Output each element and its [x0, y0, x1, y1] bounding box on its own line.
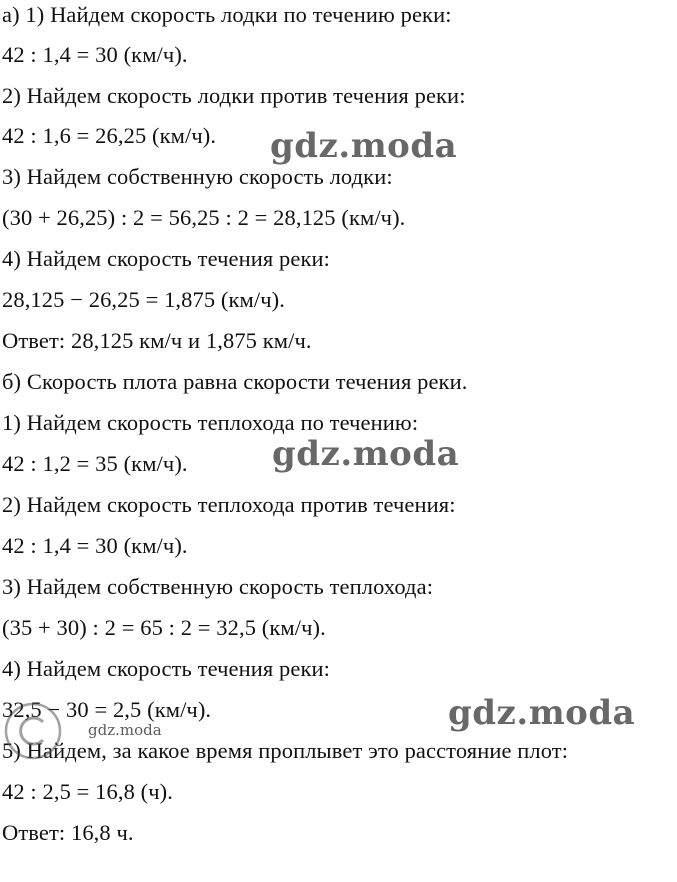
solution-line: 42 : 1,4 = 30 (км/ч). — [2, 42, 188, 67]
solution-line: (30 + 26,25) : 2 = 56,25 : 2 = 28,125 (км/ч). — [2, 205, 406, 230]
solution-line: 4) Найдем скорость течения реки: — [2, 656, 331, 681]
solution-line: 2) Найдем скорость теплохода против течения: — [2, 492, 456, 517]
watermark-logo: gdz.moda — [272, 434, 460, 474]
solution-line: 2) Найдем скорость лодки против течения реки: — [2, 83, 466, 108]
answer-line: Ответ: 16,8 ч. — [2, 820, 134, 845]
watermark-small-logo: gdz.moda — [88, 721, 162, 739]
solution-line: 32,5 − 30 = 2,5 (км/ч). — [2, 697, 212, 722]
solution-line: а) 1) Найдем скорость лодки по течению реки: — [2, 2, 452, 27]
solution-line: б) Скорость плота равна скорости течения реки. — [2, 369, 468, 394]
solution-line: 1) Найдем скорость теплохода по течению: — [2, 410, 419, 435]
solution-line: 3) Найдем собственную скорость лодки: — [2, 164, 393, 189]
copyright-icon — [2, 700, 64, 762]
watermark-logo: gdz.moda — [448, 693, 636, 733]
solution-line: 42 : 2,5 = 16,8 (ч). — [2, 779, 173, 804]
solution-line: (35 + 30) : 2 = 65 : 2 = 32,5 (км/ч). — [2, 615, 326, 640]
solution-line: 28,125 − 26,25 = 1,875 (км/ч). — [2, 287, 285, 312]
answer-line: Ответ: 28,125 км/ч и 1,875 км/ч. — [2, 328, 312, 353]
solution-line: 42 : 1,4 = 30 (км/ч). — [2, 533, 188, 558]
solution-line: 5) Найдем, за какое время проплывет это расстояние плот: — [2, 738, 569, 763]
solution-line: 3) Найдем собственную скорость теплохода: — [2, 574, 434, 599]
solution-line: 42 : 1,6 = 26,25 (км/ч). — [2, 123, 217, 148]
solution-line: 42 : 1,2 = 35 (км/ч). — [2, 451, 188, 476]
watermark-logo: gdz.moda — [270, 126, 458, 166]
solution-line: 4) Найдем скорость течения реки: — [2, 246, 331, 271]
